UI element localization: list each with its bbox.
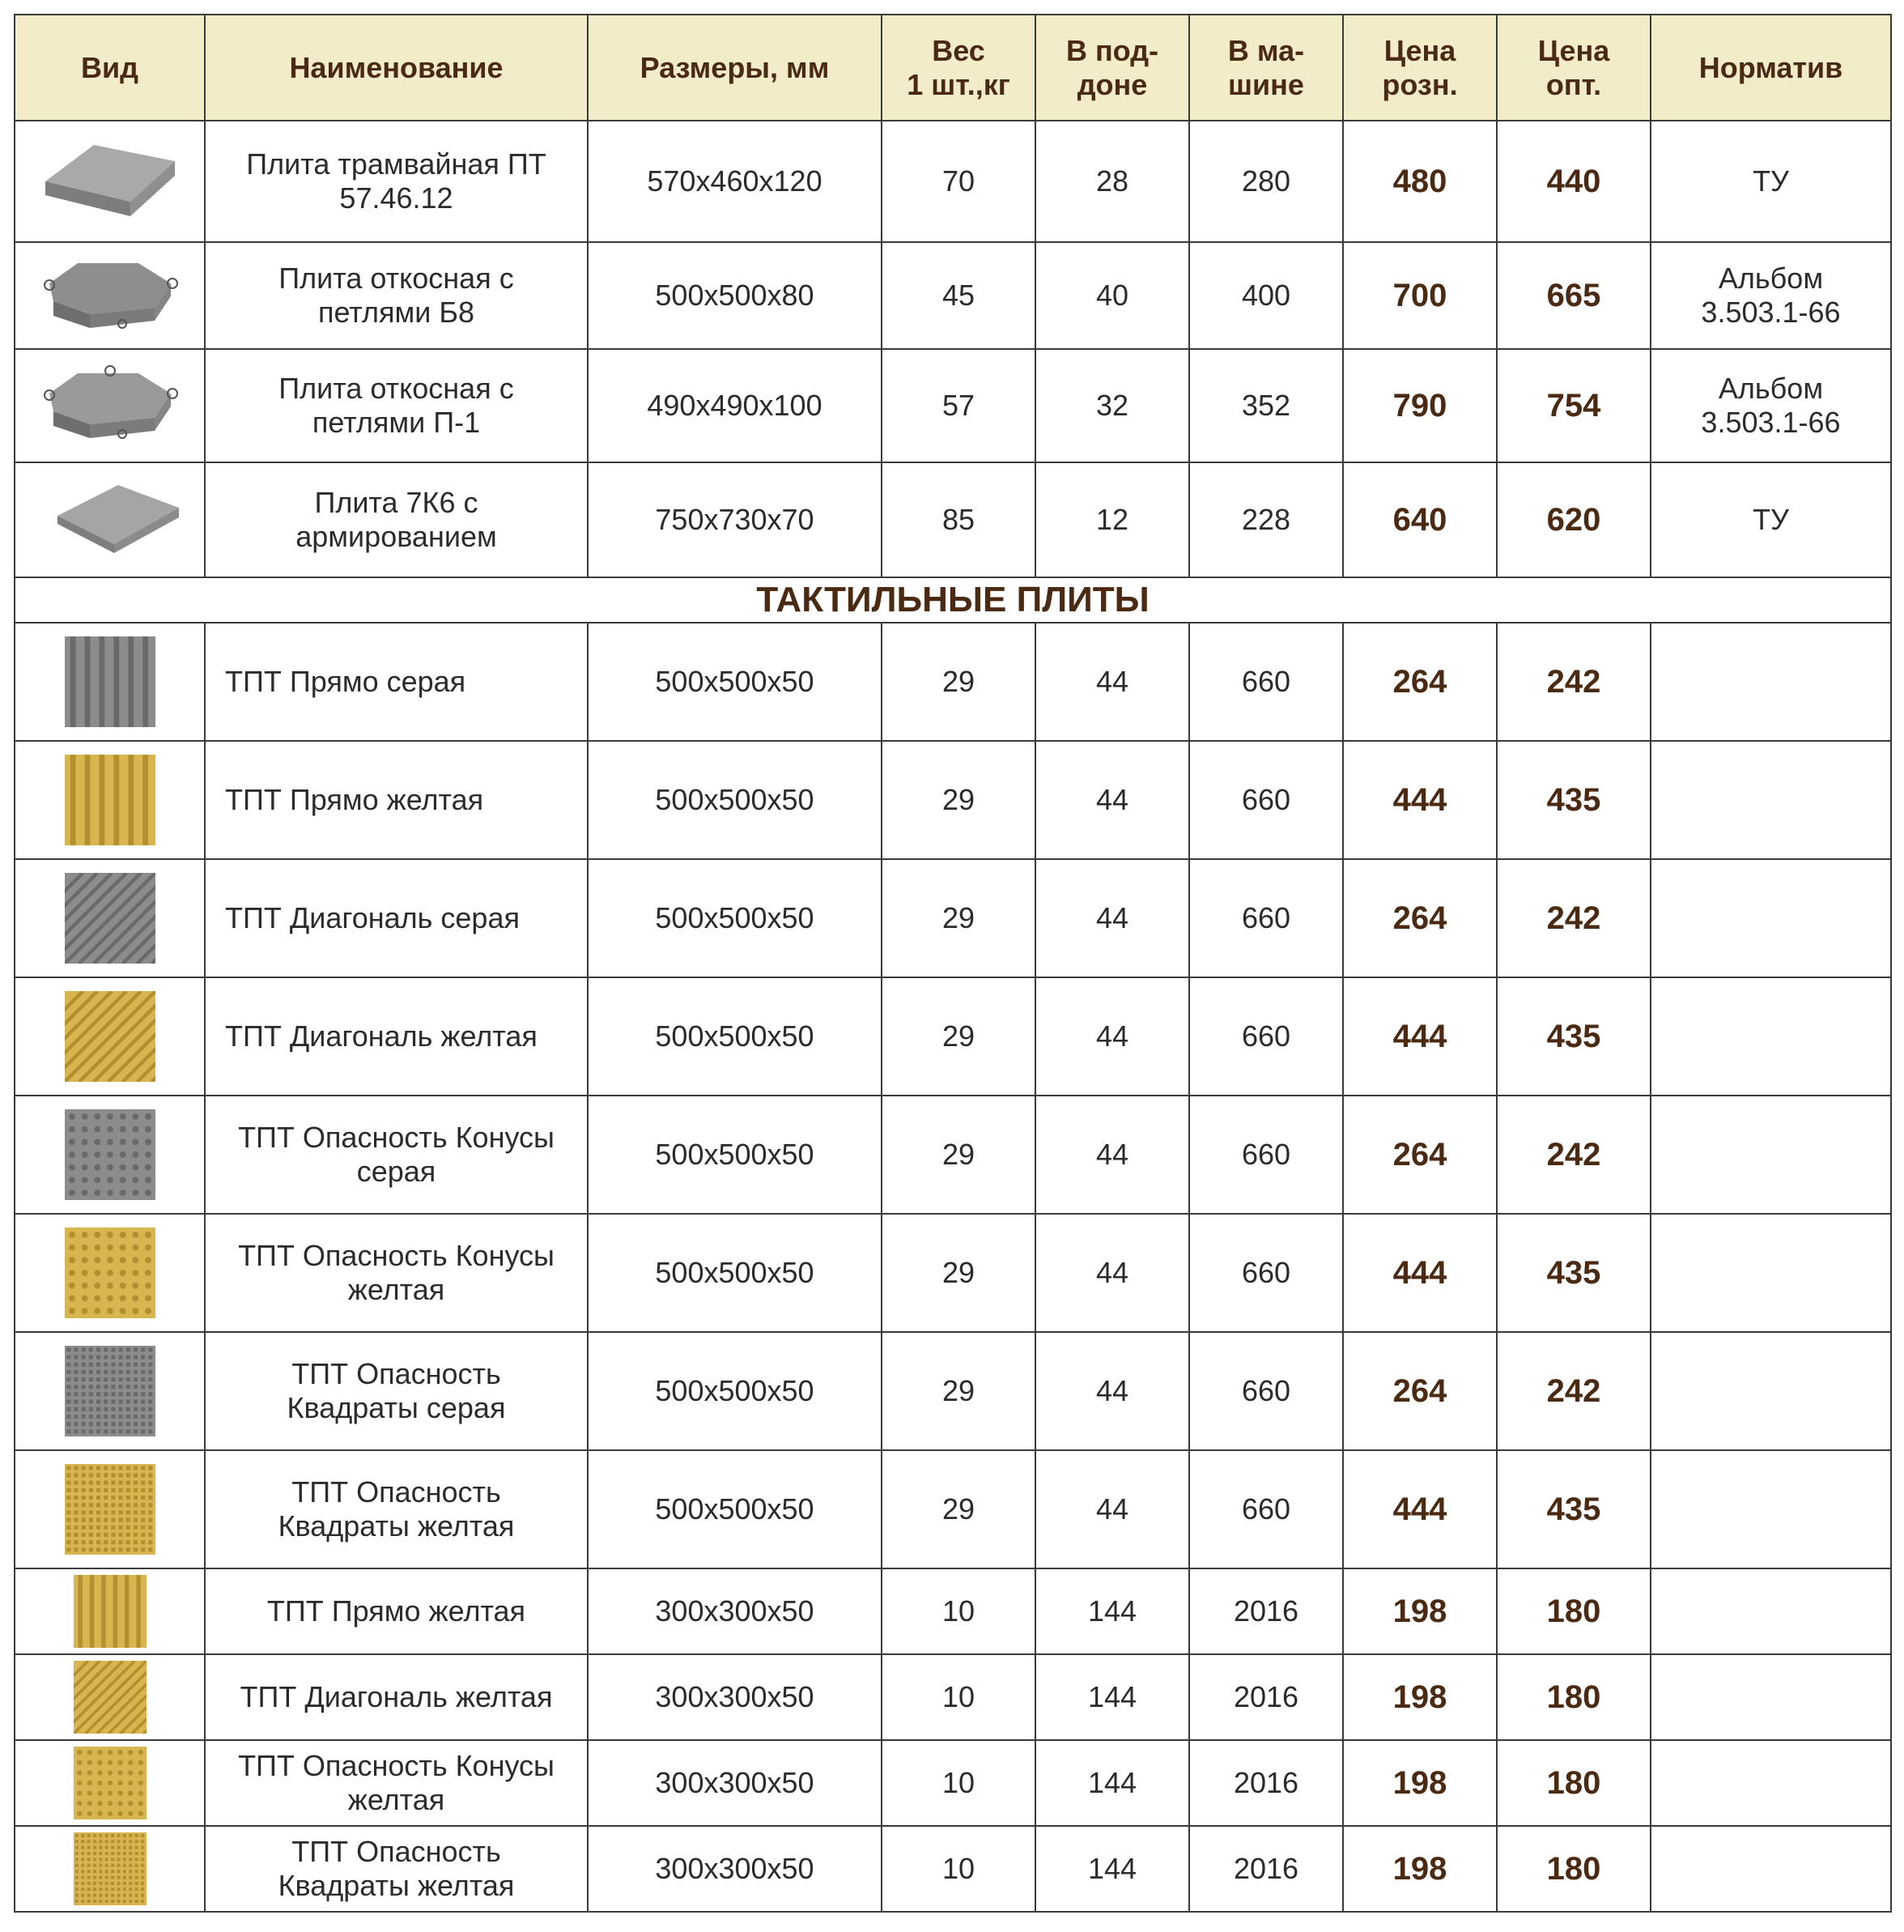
header-standard: Норматив (1651, 15, 1891, 121)
standard (1651, 1096, 1891, 1214)
product-weight: 29 (882, 1214, 1035, 1332)
retail-price: 640 (1343, 462, 1497, 577)
standard (1651, 1568, 1891, 1654)
product-image (15, 121, 205, 242)
per-pallet: 44 (1035, 623, 1189, 741)
header-name: Наименование (205, 15, 588, 121)
standard (1651, 623, 1891, 741)
product-image (15, 741, 205, 859)
product-name: ТПТ Диагональ желтая (205, 1654, 588, 1740)
header-retail: Цена розн. (1343, 15, 1497, 121)
wholesale-price: 180 (1497, 1568, 1651, 1654)
product-weight: 29 (882, 859, 1035, 977)
tram-slab-icon (20, 137, 199, 226)
per-pallet: 144 (1035, 1654, 1189, 1740)
standard (1651, 859, 1891, 977)
price-table (14, 14, 1892, 1913)
product-name: ТПТ Опасность Квадраты серая (205, 1332, 588, 1450)
per-truck: 660 (1189, 977, 1343, 1096)
table-row (15, 1332, 1891, 1450)
standard: ТУ (1651, 462, 1891, 577)
wholesale-price: 435 (1497, 1450, 1651, 1568)
retail-price: 480 (1343, 121, 1497, 242)
table-row (15, 977, 1891, 1096)
slope-slab-b8-icon (20, 251, 199, 340)
retail-price: 444 (1343, 741, 1497, 859)
per-truck: 2016 (1189, 1826, 1343, 1912)
wholesale-price: 242 (1497, 623, 1651, 741)
per-pallet: 12 (1035, 462, 1189, 577)
product-name: ТПТ Опасность Квадраты желтая (205, 1450, 588, 1568)
per-pallet: 44 (1035, 859, 1189, 977)
product-name: Плита откосная с петлями Б8 (205, 242, 588, 349)
wholesale-price: 754 (1497, 349, 1651, 462)
product-name: ТПТ Прямо желтая (205, 741, 588, 859)
header-wholesale: Цена опт. (1497, 15, 1651, 121)
table-row (15, 741, 1891, 859)
header-size: Размеры, мм (588, 15, 882, 121)
table-row (15, 1826, 1891, 1912)
table-row (15, 121, 1891, 242)
product-weight: 10 (882, 1568, 1035, 1654)
tactile-tile-diagonal-yellow-icon (20, 1661, 199, 1734)
standard (1651, 1654, 1891, 1740)
product-image (15, 859, 205, 977)
retail-price: 198 (1343, 1654, 1497, 1740)
retail-price: 198 (1343, 1826, 1497, 1912)
product-weight: 29 (882, 1096, 1035, 1214)
wholesale-price: 620 (1497, 462, 1651, 577)
product-size: 500х500х50 (588, 741, 882, 859)
standard: ТУ (1651, 121, 1891, 242)
per-truck: 660 (1189, 1332, 1343, 1450)
product-size: 500х500х50 (588, 977, 882, 1096)
product-image (15, 1214, 205, 1332)
retail-price: 198 (1343, 1568, 1497, 1654)
product-size: 300х300х50 (588, 1826, 882, 1912)
product-weight: 29 (882, 623, 1035, 741)
product-size: 500х500х80 (588, 242, 882, 349)
product-name: ТПТ Прямо желтая (205, 1568, 588, 1654)
product-weight: 70 (882, 121, 1035, 242)
product-image (15, 1740, 205, 1826)
per-truck: 280 (1189, 121, 1343, 242)
per-truck: 660 (1189, 741, 1343, 859)
standard (1651, 1450, 1891, 1568)
product-image (15, 1654, 205, 1740)
per-truck: 660 (1189, 1214, 1343, 1332)
standard (1651, 977, 1891, 1096)
wholesale-price: 440 (1497, 121, 1651, 242)
per-pallet: 40 (1035, 242, 1189, 349)
retail-price: 264 (1343, 859, 1497, 977)
product-weight: 29 (882, 741, 1035, 859)
tactile-tile-cones-yellow-icon (20, 1747, 199, 1819)
per-pallet: 44 (1035, 1096, 1189, 1214)
header-truck: В ма- шине (1189, 15, 1343, 121)
retail-price: 700 (1343, 242, 1497, 349)
product-name: ТПТ Опасность Конусы желтая (205, 1214, 588, 1332)
product-image (15, 349, 205, 462)
retail-price: 444 (1343, 977, 1497, 1096)
product-weight: 10 (882, 1654, 1035, 1740)
wholesale-price: 435 (1497, 977, 1651, 1096)
product-name: Плита откосная с петлями П-1 (205, 349, 588, 462)
section-row (15, 577, 1891, 623)
product-name: Плита 7К6 с армированием (205, 462, 588, 577)
per-truck: 660 (1189, 1450, 1343, 1568)
standard (1651, 741, 1891, 859)
product-image (15, 1096, 205, 1214)
product-weight: 29 (882, 977, 1035, 1096)
product-size: 500х500х50 (588, 1450, 882, 1568)
table-row (15, 349, 1891, 462)
wholesale-price: 180 (1497, 1740, 1651, 1826)
retail-price: 264 (1343, 623, 1497, 741)
standard (1651, 1214, 1891, 1332)
product-name: ТПТ Диагональ желтая (205, 977, 588, 1096)
table-row (15, 1096, 1891, 1214)
product-weight: 57 (882, 349, 1035, 462)
product-weight: 10 (882, 1740, 1035, 1826)
per-truck: 660 (1189, 1096, 1343, 1214)
per-truck: 2016 (1189, 1740, 1343, 1826)
tactile-tile-squares-yellow-icon (20, 1832, 199, 1905)
per-pallet: 144 (1035, 1568, 1189, 1654)
product-size: 500х500х50 (588, 623, 882, 741)
wholesale-price: 180 (1497, 1654, 1651, 1740)
table-row (15, 1450, 1891, 1568)
product-size: 490х490х100 (588, 349, 882, 462)
product-weight: 29 (882, 1450, 1035, 1568)
tactile-tile-diagonal-yellow-icon (20, 991, 199, 1082)
retail-price: 198 (1343, 1740, 1497, 1826)
tactile-tile-squares-gray-icon (20, 1346, 199, 1436)
product-size: 300х300х50 (588, 1568, 882, 1654)
table-row (15, 1740, 1891, 1826)
product-size: 500х500х50 (588, 859, 882, 977)
product-name: ТПТ Диагональ серая (205, 859, 588, 977)
tactile-tile-cones-yellow-icon (20, 1228, 199, 1318)
table-row (15, 623, 1891, 741)
wholesale-price: 242 (1497, 1332, 1651, 1450)
wholesale-price: 180 (1497, 1826, 1651, 1912)
wholesale-price: 435 (1497, 1214, 1651, 1332)
per-truck: 660 (1189, 623, 1343, 741)
table-row (15, 462, 1891, 577)
per-pallet: 44 (1035, 741, 1189, 859)
product-name: Плита трамвайная ПТ 57.46.12 (205, 121, 588, 242)
per-truck: 400 (1189, 242, 1343, 349)
product-name: ТПТ Опасность Конусы желтая (205, 1740, 588, 1826)
per-pallet: 44 (1035, 1214, 1189, 1332)
product-weight: 10 (882, 1826, 1035, 1912)
product-size: 500х500х50 (588, 1332, 882, 1450)
product-size: 500х500х50 (588, 1214, 882, 1332)
product-name: ТПТ Опасность Квадраты желтая (205, 1826, 588, 1912)
per-pallet: 28 (1035, 121, 1189, 242)
section-title: ТАКТИЛЬНЫЕ ПЛИТЫ (15, 577, 1891, 623)
product-size: 300х300х50 (588, 1740, 882, 1826)
product-image (15, 977, 205, 1096)
standard: Альбом 3.503.1-66 (1651, 349, 1891, 462)
standard (1651, 1740, 1891, 1826)
product-size: 500х500х50 (588, 1096, 882, 1214)
wholesale-price: 665 (1497, 242, 1651, 349)
per-truck: 2016 (1189, 1568, 1343, 1654)
product-image (15, 462, 205, 577)
product-weight: 45 (882, 242, 1035, 349)
product-image (15, 623, 205, 741)
slope-slab-p1-icon (20, 361, 199, 450)
product-image (15, 1450, 205, 1568)
standard (1651, 1826, 1891, 1912)
tactile-tile-diagonal-gray-icon (20, 873, 199, 964)
table-row (15, 242, 1891, 349)
per-pallet: 44 (1035, 977, 1189, 1096)
retail-price: 444 (1343, 1214, 1497, 1332)
per-truck: 2016 (1189, 1654, 1343, 1740)
product-size: 750х730х70 (588, 462, 882, 577)
per-truck: 352 (1189, 349, 1343, 462)
header-weight: Вес 1 шт.,кг (882, 15, 1035, 121)
product-image (15, 1826, 205, 1912)
tactile-tile-cones-gray-icon (20, 1109, 199, 1200)
table-row (15, 859, 1891, 977)
table-row (15, 1654, 1891, 1740)
product-image (15, 1568, 205, 1654)
product-image (15, 242, 205, 349)
retail-price: 444 (1343, 1450, 1497, 1568)
product-name: ТПТ Прямо серая (205, 623, 588, 741)
retail-price: 790 (1343, 349, 1497, 462)
standard: Альбом 3.503.1-66 (1651, 242, 1891, 349)
header-view: Вид (15, 15, 205, 121)
table-body (15, 121, 1891, 1912)
tactile-tile-straight-yellow-icon (20, 1575, 199, 1648)
product-weight: 85 (882, 462, 1035, 577)
wholesale-price: 242 (1497, 859, 1651, 977)
header-row (15, 15, 1891, 121)
retail-price: 264 (1343, 1332, 1497, 1450)
tactile-tile-straight-gray-icon (20, 636, 199, 727)
tactile-tile-straight-yellow-icon (20, 755, 199, 845)
tactile-tile-squares-yellow-icon (20, 1464, 199, 1555)
product-weight: 29 (882, 1332, 1035, 1450)
per-truck: 660 (1189, 859, 1343, 977)
product-size: 570х460х120 (588, 121, 882, 242)
wholesale-price: 435 (1497, 741, 1651, 859)
retail-price: 264 (1343, 1096, 1497, 1214)
per-pallet: 32 (1035, 349, 1189, 462)
standard (1651, 1332, 1891, 1450)
per-truck: 228 (1189, 462, 1343, 577)
product-image (15, 1332, 205, 1450)
table-row (15, 1214, 1891, 1332)
product-name: ТПТ Опасность Конусы серая (205, 1096, 588, 1214)
per-pallet: 144 (1035, 1826, 1189, 1912)
per-pallet: 144 (1035, 1740, 1189, 1826)
product-size: 300х300х50 (588, 1654, 882, 1740)
reinforced-slab-icon (20, 475, 199, 564)
per-pallet: 44 (1035, 1332, 1189, 1450)
header-pallet: В под- доне (1035, 15, 1189, 121)
per-pallet: 44 (1035, 1450, 1189, 1568)
wholesale-price: 242 (1497, 1096, 1651, 1214)
table-row (15, 1568, 1891, 1654)
